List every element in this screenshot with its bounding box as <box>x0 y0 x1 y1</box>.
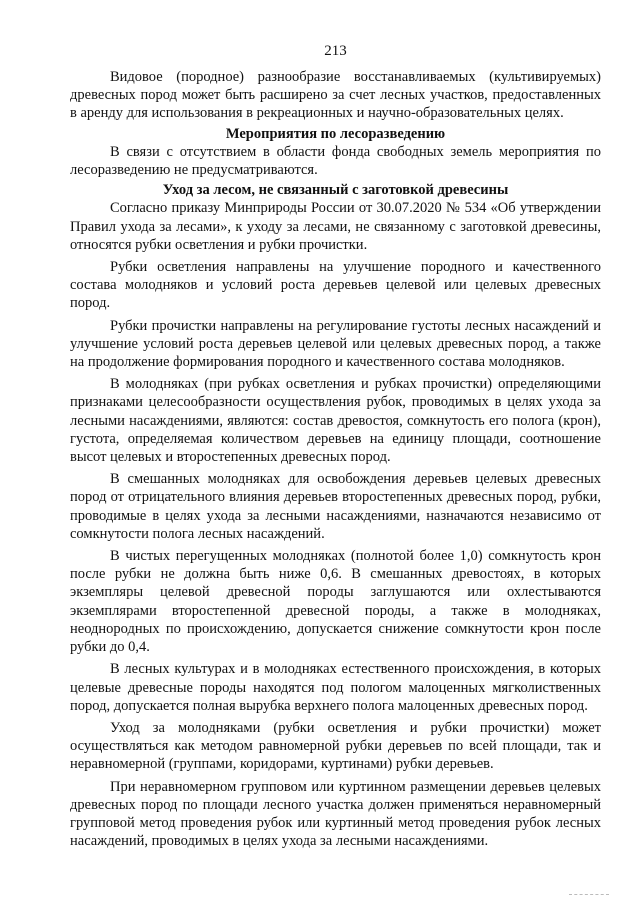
paragraph: Согласно приказу Минприроды России от 30.07.2020 № 534 «Об утверждении Правил ухода за лесами», к уходу за лесами, не связанному с заготовкой древесины, относятся рубки осветления и рубки прочистки. <box>70 200 601 253</box>
paragraph: При неравномерном групповом или куртинном размещении деревьев целевых древесных пород по площади лесного участка должен применяться неравномерный групповой метод проведения рубок или куртинный метод проведения рубок лесных насаждений, проводимых в целях ухода за лесными насаждениями. <box>70 778 601 850</box>
paragraph: В связи с отсутствием в области фонда свободных земель мероприятия по лесоразведению не предусматриваются. <box>70 143 601 179</box>
section-heading: Мероприятия по лесоразведению <box>225 125 446 142</box>
page-number: 213 <box>324 43 347 59</box>
paragraph: В чистых перегущенных молодняках (полнотой более 1,0) сомкнутость крон после рубки не должна быть ниже 0,6. В смешанных древостоях, в которых экземпляры целевой древесной породы заглушаются или охлестываются экземплярами второстепенной древесной породы, а также в молодняках, неоднородных по происхождению, допускается снижение сомкнутости крон после рубки до 0,4. <box>70 548 601 656</box>
section-heading: Уход за лесом, не связанный с заготовкой древесины <box>162 182 509 199</box>
paragraph: Рубки осветления направлены на улучшение породного и качественного состава молодняков и условий роста деревьев целевой или целевых древесных пород. <box>70 259 601 312</box>
paragraph: Уход за молодняками (рубки осветления и рубки прочистки) может осуществляться как методом равномерной рубки деревьев по всей площади, так и неравномерной (группами, коридорами, куртинами) рубки деревьев. <box>70 719 601 773</box>
paragraph: Видовое (породное) разнообразие восстанавливаемых (культивируемых) древесных пород может быть расширено за счет лесных участков, предоставленных в аренду для использования в рекреационных и научно-образовательных целях. <box>70 69 601 122</box>
scan-artifact <box>569 894 609 899</box>
paragraph: В лесных культурах и в молодняках естественного происхождения, в которых целевые древесные породы находятся под пологом малоценных мягколиственных пород, допускается полная вырубка верхнего полога малоценных древесных пород. <box>70 661 601 714</box>
paragraph: В смешанных молодняках для освобождения деревьев целевых древесных пород от отрицательного влияния деревьев второстепенных древесных пород, рубки, проводимые в целях ухода за лесными насаждениями, назначаются независимо от сомкнутости полога лесных насаждений. <box>70 471 601 542</box>
paragraph: В молодняках (при рубках осветления и рубках прочистки) определяющими признаками целесообразности осуществления рубок, проводимых в целях ухода за лесными насаждениями, являются: состав древостоя, сомкнутость его полога (крон), густота, определяемая количеством деревьев на единицу площади, соотношение высот целевых и второстепенных древесных пород. <box>70 376 601 466</box>
paragraph: Рубки прочистки направлены на регулирование густоты лесных насаждений и улучшение условий роста деревьев целевой или целевых древесных пород, а также на продолжение формирования породного и качественного состава молодняков. <box>70 317 601 371</box>
